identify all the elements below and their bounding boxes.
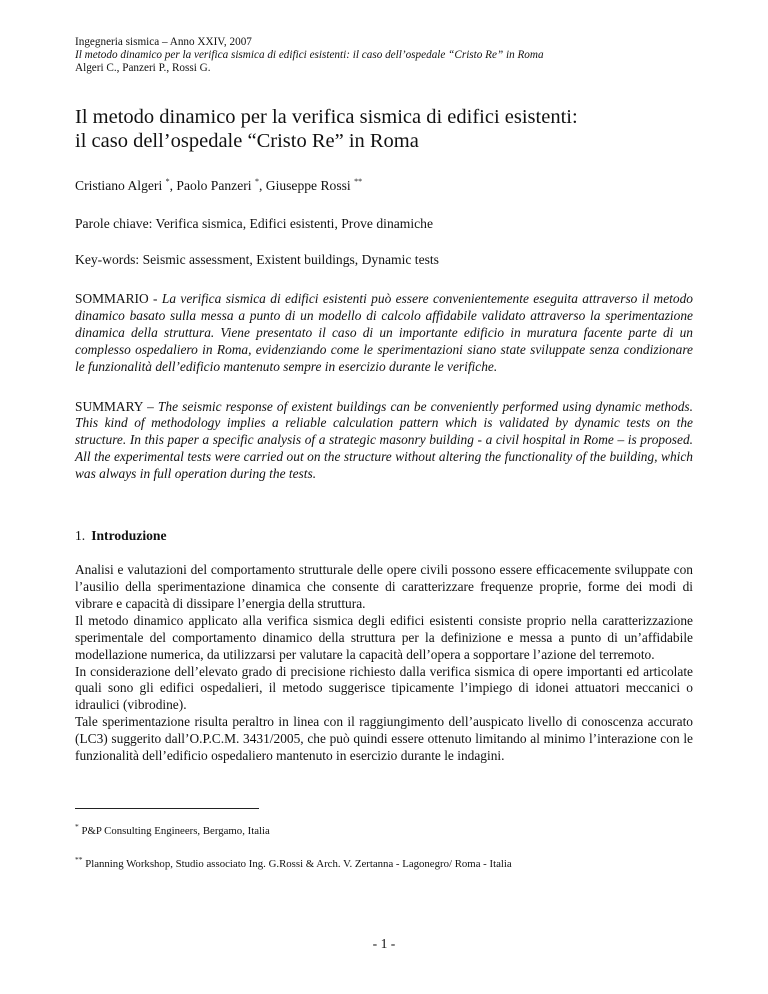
author-affiliation-mark: * (165, 177, 170, 186)
summary (75, 399, 693, 484)
title-line-1: Il metodo dinamico per la verifica sismica di edifici esistenti: (75, 106, 578, 128)
keywords-english: Key-words: Seismic assessment, Existent buildings, Dynamic tests (75, 252, 439, 267)
footnote (75, 855, 512, 871)
paragraph: Tale sperimentazione risulta peraltro in linea con il raggiungimento dell’auspicato livello di conoscenza accurato (LC3) suggerito dall’O.P.C.M. 3431/2005, che può quindi essere ottenuto limitando al minimo l’interazione con le funzionalità dell’edificio ospedaliero mantenuto in esercizio durante le indagini. (75, 714, 693, 764)
section-title: Introduzione (91, 528, 167, 544)
sommario-label: SOMMARIO - (75, 291, 162, 306)
paragraph: Il metodo dinamico applicato alla verifica sismica degli edifici esistenti consiste proprio nella caratterizzazione sperimentale del comportamento dinamico della struttura per la definizione e messa a punto di un’affidabile modellazione numerica, da utilizzarsi per valutare la capacità dell’opera a sopportare l’azione del terremoto. (75, 612, 693, 662)
page (75, 36, 693, 765)
footnote-mark: ** (75, 855, 83, 864)
author-name: Cristiano Algeri (75, 178, 163, 193)
author-affiliation-mark: * (254, 177, 259, 186)
section-number: 1. (75, 528, 86, 544)
paragraph: In considerazione dell’elevato grado di precisione richiesto dalla verifica sismica di opere importanti ed articolate quali sono gli edifici ospedalieri, il metodo suggerisce tipicamente l’impiego di idonei attuatori meccanici o idraulici (vibrodine). (75, 663, 693, 713)
author-name: Paolo Panzeri (176, 178, 252, 193)
footnote-text: Planning Workshop, Studio associato Ing. G.Rossi & Arch. V. Zertanna - Lagonegro/ Roma - Italia (85, 858, 512, 870)
running-title: Il metodo dinamico per la verifica sismica di edifici esistenti: il caso dell’ospedale “Cristo Re” in Roma (75, 49, 544, 61)
journal-header: Ingegneria sismica – Anno XXIV, 2007 (75, 36, 252, 48)
author-affiliation-mark: ** (354, 177, 363, 186)
footnote-divider (75, 808, 259, 809)
summary-label: SUMMARY – (75, 398, 158, 414)
title-line-2: il caso dell’ospedale “Cristo Re” in Roma (75, 130, 419, 152)
authors-short: Algeri C., Panzeri P., Rossi G. (75, 62, 211, 74)
summary-text: The seismic response of existent buildings can be conveniently performed using dynamic methods. This kind of methodology implies a reliable calculation pattern which is validated by dynamic tests on the structure. In this paper a specific analysis of a strategic masonry building - a civil hospital in Rome – is proposed. All the experimental tests were carried out on the structure without altering the functionality of the building, which was always in full operation during the tests. (75, 398, 693, 482)
paragraph: Analisi e valutazioni del comportamento strutturale delle opere civili possono essere efficacemente sviluppate con l’ausilio della sperimentazione dinamica che consente di caratterizzare frequenze proprie, forme dei modi di vibrare e capacità di dissipare l’energia della struttura. (75, 562, 693, 611)
paper-title (75, 105, 693, 153)
sommario-text: La verifica sismica di edifici esistenti può essere convenientemente eseguita attraverso il metodo dinamico basato sulla messa a punto di un modello di calcolo affidabile validato attraverso la sperimentazione dinamica della struttura. Viene presentato il caso di un importante edificio in muratura facente parte di un complesso ospedaliero in Roma, evidenziando come le sperimentazioni siano state sviluppate senza condizionare le funzionalità dell’edificio mantenuto sempre in esercizio durante le verifiche. (75, 291, 693, 374)
section-body (75, 562, 693, 765)
keywords-italian: Parole chiave: Verifica sismica, Edifici esistenti, Prove dinamiche (75, 216, 433, 231)
footnote-text: P&P Consulting Engineers, Bergamo, Italia (81, 825, 270, 837)
section-heading (75, 528, 693, 544)
sommario (75, 291, 693, 376)
footnote-mark: * (75, 822, 79, 831)
page-number: - 1 - (372, 936, 396, 951)
author-name: Giuseppe Rossi (265, 178, 351, 193)
author-list: Cristiano Algeri *, Paolo Panzeri *, Giuseppe Rossi ** (75, 177, 363, 193)
footnote (75, 822, 270, 838)
